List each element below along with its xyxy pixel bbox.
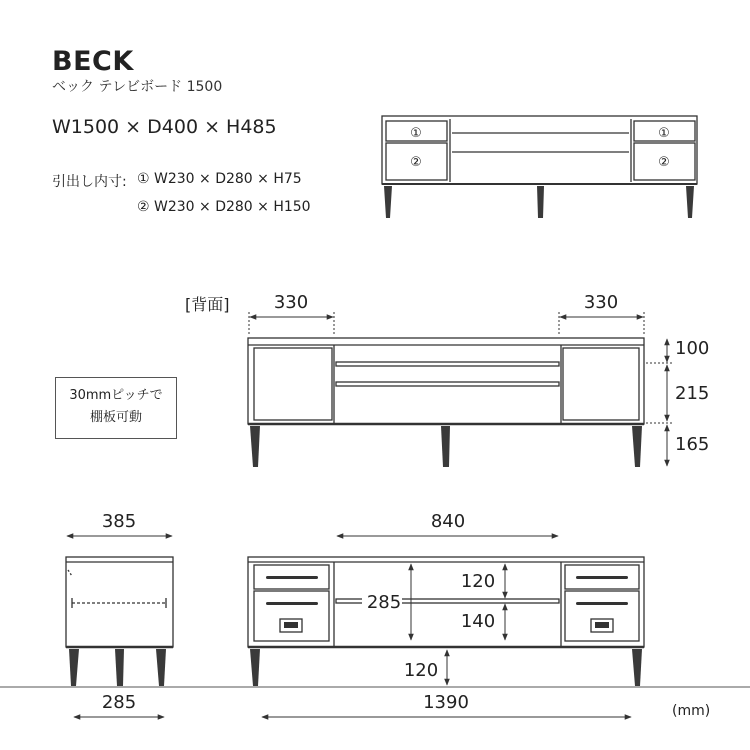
back-dim-right: 330 <box>583 292 619 313</box>
front-legs <box>250 649 642 686</box>
shelf-note-line1: 30mmピッチで <box>69 388 163 403</box>
overall-dimensions: W1500 × D400 × H485 <box>52 116 277 138</box>
handle-right-lower <box>576 602 628 605</box>
front-dim-center-width: 840 <box>430 511 466 532</box>
side-dimension-lines <box>67 536 172 717</box>
front-dim-leg-span: 1390 <box>423 692 469 713</box>
front-leg-right <box>632 649 642 686</box>
thumbnail-mark-2: ② <box>410 155 422 170</box>
front-handles <box>266 576 628 632</box>
thumbnail-front-view <box>382 116 697 218</box>
front-drawer-right-lower <box>565 591 639 641</box>
thumbnail-body <box>382 116 697 184</box>
back-dim-leg-height: 165 <box>675 434 710 455</box>
back-leg-right <box>632 426 642 467</box>
side-view <box>66 557 173 686</box>
back-leg-center <box>441 426 450 467</box>
drawer-spec-2: ② W230 × D280 × H150 <box>137 199 311 215</box>
handle-left-lower <box>266 602 318 605</box>
thumbnail-mark-4: ② <box>658 155 670 170</box>
shelf-note-line2: 棚板可動 <box>89 410 142 425</box>
handle-left-upper <box>266 576 318 579</box>
front-dim-opening-height: 285 <box>366 592 402 613</box>
back-dim-top-height: 100 <box>675 338 710 359</box>
product-title: BECK <box>52 46 134 77</box>
back-leg-left <box>250 426 260 467</box>
thumbnail-leg-right <box>686 186 694 218</box>
front-dim-lower-shelf: 140 <box>460 611 496 632</box>
unit-label: (mm) <box>672 703 711 719</box>
label-holder-left-inner <box>284 622 298 628</box>
front-dimension-lines <box>262 536 631 717</box>
thumbnail-leg-left <box>384 186 392 218</box>
back-view <box>248 338 644 467</box>
side-dim-bottom: 285 <box>101 692 137 713</box>
label-holder-right-inner <box>595 622 609 628</box>
side-leg-right <box>156 649 166 686</box>
thumbnail-leg-center <box>537 186 544 218</box>
drawer-spec-prefix: 引出し内寸: <box>52 174 127 190</box>
back-dimension-lines <box>249 312 672 466</box>
front-dim-floor-clearance: 120 <box>403 660 439 681</box>
front-drawer-left-lower <box>254 591 329 641</box>
back-dim-mid-height: 215 <box>675 383 710 404</box>
side-leg-left <box>69 649 79 686</box>
front-leg-left <box>250 649 260 686</box>
back-panel-left <box>254 348 332 420</box>
side-dim-top: 385 <box>101 511 137 532</box>
front-dim-upper-shelf: 120 <box>460 571 496 592</box>
handle-right-upper <box>576 576 628 579</box>
thumbnail-mark-3: ① <box>658 126 670 141</box>
back-dim-left: 330 <box>273 292 309 313</box>
side-leg-center <box>115 649 124 686</box>
back-view-label: [背面] <box>185 295 230 314</box>
side-view-body <box>66 557 173 647</box>
drawer-spec-1: ① W230 × D280 × H75 <box>137 171 302 187</box>
product-subtitle: ベック テレビボード 1500 <box>52 79 223 95</box>
back-view-body <box>248 338 644 424</box>
back-panel-right <box>563 348 639 420</box>
thumbnail-mark-1: ① <box>410 126 422 141</box>
